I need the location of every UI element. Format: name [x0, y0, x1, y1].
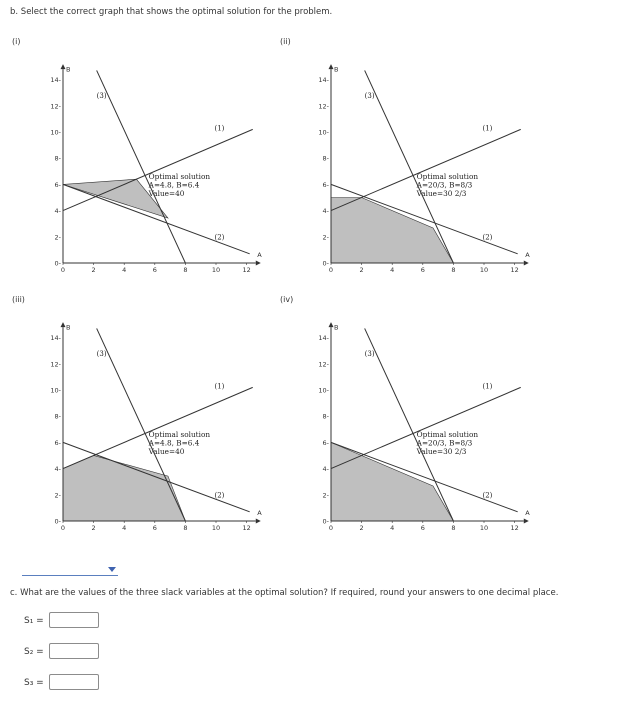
graph-option-iii[interactable]: [0, 288, 300, 553]
x-tick-label: 4: [390, 524, 395, 532]
graph-svg: [268, 30, 568, 295]
constraint-label-1: (1): [482, 124, 493, 133]
x-axis-arrow-icon: [256, 519, 261, 524]
x-tick-label: 10: [211, 266, 221, 274]
optimal-solution-annotation: Value=30 2/3: [416, 447, 467, 457]
constraint-label-2: (2): [214, 491, 225, 500]
constraint-label-1: (1): [214, 124, 225, 133]
x-tick-label: 8: [183, 266, 188, 274]
chevron-down-icon: [108, 567, 116, 572]
y-tick-label: 8-: [54, 154, 61, 163]
x-tick-label: 0: [60, 524, 66, 532]
y-tick-label: 8-: [54, 412, 61, 421]
y-tick-label: 8-: [322, 154, 329, 163]
y-tick-label: 10-: [318, 128, 329, 137]
optimal-solution-annotation: Optimal solution: [416, 430, 479, 440]
optimal-solution-annotation: Optimal solution: [148, 430, 211, 440]
x-axis-label: A: [257, 509, 262, 517]
x-tick-label: 2: [91, 266, 96, 274]
question-b-text: b. Select the correct graph that shows the optimal solution for the problem.: [10, 7, 333, 17]
optimal-solution-annotation: Value=30 2/3: [416, 189, 467, 199]
constraint-line-1: [331, 387, 521, 468]
graph-select-dropdown[interactable]: [22, 562, 118, 576]
y-axis-arrow-icon: [61, 64, 66, 69]
x-tick-label: 6: [152, 524, 157, 532]
y-tick-label: 10-: [50, 386, 61, 395]
constraint-label-1: (1): [482, 382, 493, 391]
y-tick-label: 14-: [318, 334, 329, 343]
x-tick-label: 2: [359, 524, 364, 532]
slack-input-s2[interactable]: [49, 643, 99, 659]
y-axis-label: B: [66, 323, 71, 332]
x-tick-label: 0: [60, 266, 66, 274]
x-tick-label: 8: [451, 266, 456, 274]
graph-svg: [0, 30, 300, 295]
graph-roman-label: (iv): [280, 295, 294, 304]
constraint-line-1: [63, 129, 253, 210]
slack-label-s3: S₃ =: [24, 678, 44, 688]
constraint-line-3: [97, 70, 186, 263]
graph-option-ii[interactable]: [268, 30, 568, 295]
y-tick-label: 12-: [318, 360, 329, 369]
x-tick-label: 12: [242, 524, 251, 532]
graph-roman-label: (iii): [12, 295, 25, 304]
optimal-solution-annotation: A=4.8, B=6.4: [148, 438, 200, 448]
optimal-solution-annotation: Value=40: [148, 189, 185, 199]
x-axis-arrow-icon: [524, 519, 529, 524]
y-tick-label: 4-: [54, 465, 61, 474]
optimal-solution-annotation: Optimal solution: [148, 172, 211, 182]
y-tick-label: 12-: [50, 360, 61, 369]
optimal-solution-annotation: A=4.8, B=6.4: [148, 180, 200, 190]
x-tick-label: 0: [328, 266, 334, 274]
y-tick-label: 4-: [322, 465, 329, 474]
graph-option-iv[interactable]: [268, 288, 568, 553]
optimal-solution-annotation: Optimal solution: [416, 172, 479, 182]
x-tick-label: 12: [242, 266, 251, 274]
x-tick-label: 2: [359, 266, 364, 274]
graph-roman-label: (ii): [280, 37, 291, 46]
x-tick-label: 0: [328, 524, 334, 532]
constraint-line-1: [63, 387, 253, 468]
y-tick-label: 4-: [54, 207, 61, 216]
y-tick-label: 2-: [322, 491, 329, 500]
y-tick-label: 14-: [50, 334, 61, 343]
constraint-label-3: (3): [364, 349, 375, 358]
y-axis-label: B: [66, 65, 71, 74]
x-tick-label: 6: [420, 266, 425, 274]
y-axis-label: B: [334, 65, 339, 74]
x-tick-label: 8: [451, 524, 456, 532]
y-tick-label: 8-: [322, 412, 329, 421]
y-tick-label: 12-: [50, 102, 61, 111]
x-axis-arrow-icon: [256, 261, 261, 266]
x-tick-label: 4: [122, 266, 127, 274]
graph-svg: [268, 288, 568, 553]
x-tick-label: 10: [211, 524, 221, 532]
y-tick-label: 6-: [322, 438, 329, 447]
graph-roman-label: (i): [12, 37, 21, 46]
y-tick-label: 14-: [50, 76, 61, 85]
graph-option-i[interactable]: [0, 30, 300, 295]
slack-label-s1: S₁ =: [24, 616, 44, 626]
constraint-label-3: (3): [96, 349, 107, 358]
slack-input-s3[interactable]: [49, 674, 99, 690]
y-tick-label: 2-: [322, 233, 329, 242]
y-tick-label: 0-: [322, 259, 329, 268]
y-axis-arrow-icon: [329, 322, 334, 327]
y-axis-arrow-icon: [61, 322, 66, 327]
y-tick-label: 0-: [54, 517, 61, 526]
constraint-label-1: (1): [214, 382, 225, 391]
optimal-solution-annotation: A=20/3, B=8/3: [416, 180, 473, 190]
y-tick-label: 2-: [54, 491, 61, 500]
slack-label-s2: S₂ =: [24, 647, 44, 657]
x-axis-label: A: [525, 251, 530, 259]
y-tick-label: 12-: [318, 102, 329, 111]
optimal-solution-annotation: Value=40: [148, 447, 185, 457]
constraint-label-2: (2): [482, 233, 493, 242]
constraint-label-3: (3): [96, 91, 107, 100]
x-tick-label: 12: [510, 266, 519, 274]
constraint-label-2: (2): [482, 491, 493, 500]
y-axis-arrow-icon: [329, 64, 334, 69]
constraint-label-2: (2): [214, 233, 225, 242]
x-tick-label: 4: [390, 266, 395, 274]
x-axis-label: A: [525, 509, 530, 517]
y-tick-label: 14-: [318, 76, 329, 85]
question-c-text: c. What are the values of the three slack variables at the optimal solution? If required, round your answers to one decimal place.: [10, 588, 559, 598]
y-tick-label: 10-: [50, 128, 61, 137]
y-tick-label: 0-: [322, 517, 329, 526]
x-axis-label: A: [257, 251, 262, 259]
x-tick-label: 4: [122, 524, 127, 532]
constraint-line-1: [331, 129, 521, 210]
y-tick-label: 6-: [54, 180, 61, 189]
graph-svg: [0, 288, 300, 553]
x-tick-label: 6: [420, 524, 425, 532]
y-tick-label: 4-: [322, 207, 329, 216]
y-tick-label: 2-: [54, 233, 61, 242]
x-tick-label: 10: [479, 266, 489, 274]
x-tick-label: 2: [91, 524, 96, 532]
x-tick-label: 8: [183, 524, 188, 532]
slack-input-s1[interactable]: [49, 612, 99, 628]
x-tick-label: 10: [479, 524, 489, 532]
y-tick-label: 0-: [54, 259, 61, 268]
constraint-label-3: (3): [364, 91, 375, 100]
y-axis-label: B: [334, 323, 339, 332]
y-tick-label: 6-: [54, 438, 61, 447]
y-tick-label: 6-: [322, 180, 329, 189]
x-tick-label: 6: [152, 266, 157, 274]
optimal-solution-annotation: A=20/3, B=8/3: [416, 438, 473, 448]
x-axis-arrow-icon: [524, 261, 529, 266]
x-tick-label: 12: [510, 524, 519, 532]
y-tick-label: 10-: [318, 386, 329, 395]
